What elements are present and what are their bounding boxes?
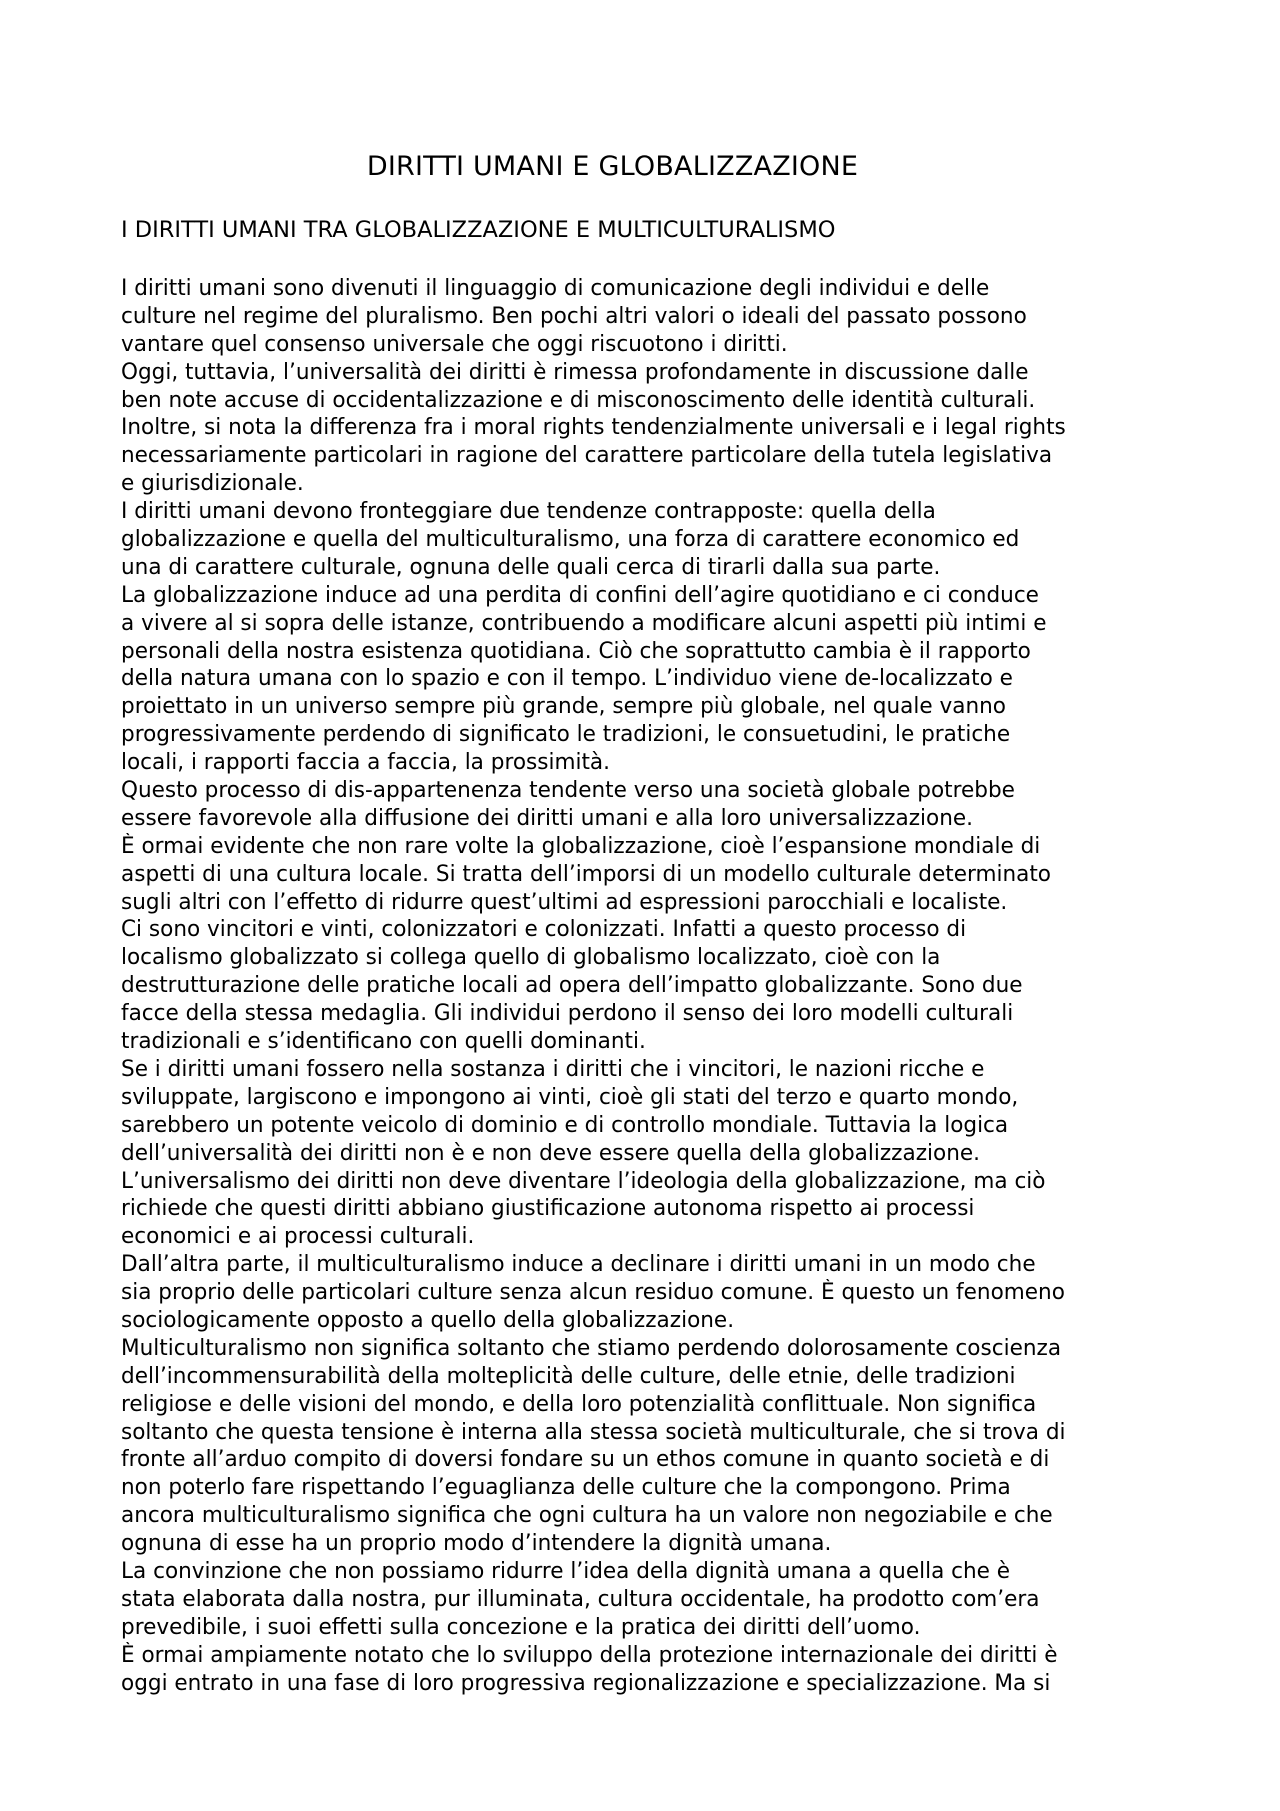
text-line: L’universalismo dei diritti non deve diventare l’ideologia della globalizzazione, ma ciò [121,1168,1046,1194]
text-line: Oggi, tuttavia, l’universalità dei diritti è rimessa profondamente in discussione dalle [121,359,1029,385]
document-title: DIRITTI UMANI E GLOBALIZZAZIONE [366,151,859,182]
text-line: prevedibile, i suoi effetti sulla concezione e la pratica dei diritti dell’uomo. [121,1614,921,1640]
text-line: oggi entrato in una fase di loro progressiva regionalizzazione e specializzazione. Ma si [121,1670,1051,1696]
text-line: È ormai evidente che non rare volte la globalizzazione, cioè l’espansione mondiale di [121,833,1041,859]
text-line: culture nel regime del pluralismo. Ben pochi altri valori o ideali del passato possono [121,303,1027,329]
text-line: proiettato in un universo sempre più grande, sempre più globale, nel quale vanno [121,694,1007,720]
text-line: sarebbero un potente veicolo di dominio e di controllo mondiale. Tuttavia la logica [121,1112,1009,1138]
text-line: aspetti di una cultura locale. Si tratta dell’imporsi di un modello culturale determinato [121,861,1051,887]
text-line: Se i diritti umani fossero nella sostanza i diritti che i vincitori, le nazioni ricche e [121,1056,985,1082]
text-line: economici e ai processi culturali. [121,1224,475,1250]
text-line: I diritti umani sono divenuti il linguaggio di comunicazione degli individui e delle [121,276,990,301]
text-line: La convinzione che non possiamo ridurre l’idea della dignità umana a quella che è [121,1558,1011,1584]
text-line: Questo processo di dis-appartenenza tendente verso una società globale potrebbe [121,778,1015,804]
text-line: facce della stessa medaglia. Gli individui perdono il senso dei loro modelli culturali [121,1001,1014,1027]
text-line: tradizionali e s’identificano con quelli dominanti. [121,1029,646,1055]
text-line: locali, i rapporti faccia a faccia, la prossimità. [121,750,611,776]
text-line: destrutturazione delle pratiche locali ad opera dell’impatto globalizzante. Sono due [121,973,1023,999]
text-line: della natura umana con lo spazio e con il tempo. L’individuo viene de-localizzato e [121,666,1013,692]
text-line: a vivere al si sopra delle istanze, contribuendo a modificare alcuni aspetti più intimi e [121,610,1047,636]
text-line: Inoltre, si nota la differenza fra i moral rights tendenzialmente universali e i legal rights [121,415,1066,441]
text-line: ancora multiculturalismo significa che ogni cultura ha un valore non negoziabile e che [121,1503,1053,1529]
text-line: dell’incommensurabilità della molteplicità delle culture, delle etnie, delle tradizioni [121,1363,1016,1389]
document-body [121,275,1181,1697]
text-line: La globalizzazione induce ad una perdita di confini dell’agire quotidiano e ci conduce [121,582,1039,608]
text-line: ognuna di esse ha un proprio modo d’intendere la dignità umana. [121,1531,832,1557]
text-line: sugli altri con l’effetto di ridurre quest’ultimi ad espressioni parocchiali e localiste. [121,889,1008,915]
text-line: I diritti umani devono fronteggiare due tendenze contrapposte: quella della [121,499,936,525]
text-line: personali della nostra esistenza quotidiana. Ciò che soprattutto cambia è il rapporto [121,638,1031,664]
text-line: religiose e delle visioni del mondo, e della loro potenzialità conflittuale. Non significa [121,1391,1037,1417]
text-line: fronte all’arduo compito di doversi fondare su un ethos comune in quanto società e di [121,1447,1050,1473]
text-line: Ci sono vincitori e vinti, colonizzatori e colonizzati. Infatti a questo processo di [121,917,967,943]
text-line: dell’universalità dei diritti non è e non deve essere quella della globalizzazione. [121,1140,981,1166]
text-line: sviluppate, largiscono e impongono ai vinti, cioè gli stati del terzo e quarto mondo, [121,1084,1019,1110]
text-line: sociologicamente opposto a quello della globalizzazione. [121,1307,735,1333]
text-line: una di carattere culturale, ognuna delle quali cerca di tirarli dalla sua parte. [121,554,941,580]
text-line: essere favorevole alla diffusione dei diritti umani e alla loro universalizzazione. [121,805,973,831]
text-line: È ormai ampiamente notato che lo sviluppo della protezione internazionale dei diritti è [121,1642,1058,1668]
document-subtitle: I DIRITTI UMANI TRA GLOBALIZZAZIONE E MULTICULTURALISMO [121,217,836,243]
text-line: stata elaborata dalla nostra, pur illuminata, cultura occidentale, ha prodotto com’era [121,1586,1040,1612]
text-line: e giurisdizionale. [121,471,304,497]
text-line: localismo globalizzato si collega quello di globalismo localizzato, cioè con la [121,945,941,971]
text-line: non poterlo fare rispettando l’eguaglianza delle culture che la compongono. Prima [121,1475,1011,1501]
text-line: ben note accuse di occidentalizzazione e di misconoscimento delle identità culturali. [121,387,1036,413]
text-line: Multiculturalismo non significa soltanto che stiamo perdendo dolorosamente coscienza [121,1335,1062,1361]
text-line: Dall’altra parte, il multiculturalismo induce a declinare i diritti umani in un modo che [121,1252,1036,1278]
text-line: sia proprio delle particolari culture senza alcun residuo comune. È questo un fenomeno [121,1280,1065,1306]
text-line: necessariamente particolari in ragione del carattere particolare della tutela legislativa [121,443,1053,469]
text-line: soltanto che questa tensione è interna alla stessa società multiculturale, che si trova di [121,1419,1066,1445]
text-line: globalizzazione e quella del multiculturalismo, una forza di carattere economico ed [121,527,1020,553]
text-line: progressivamente perdendo di significato le tradizioni, le consuetudini, le pratiche [121,722,1011,748]
text-line: richiede che questi diritti abbiano giustificazione autonoma rispetto ai processi [121,1196,975,1222]
text-line: vantare quel consenso universale che oggi riscuotono i diritti. [121,331,788,357]
